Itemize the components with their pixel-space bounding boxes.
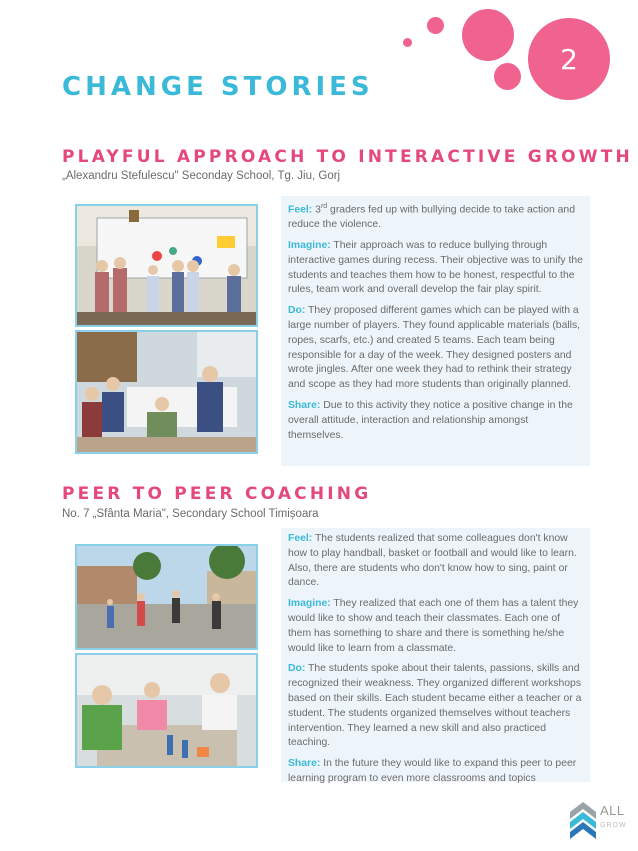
story-do [288,662,584,751]
story-imagine [288,597,584,656]
decorative-circle [462,9,514,61]
share-label: Share: [288,758,321,770]
feel-text: graders fed up with bullying decide to take action and reduce the violence. [288,204,575,231]
imagine-text: They realized that each one of them has a talent they would like to show and teach their classmates. Each one of them has something to share and there is something he/she would like to learn from a classmate. [288,598,579,654]
classroom-whiteboard-photo [75,204,258,327]
story-do [288,304,584,393]
section-subtitle-school: „Alexandru Stefulescu" Seconday School, Tg. Jiu, Gorj [62,170,341,182]
do-label: Do: [288,305,306,317]
workshop-photo [75,653,258,768]
story-share [288,757,584,787]
feel-text: The students realized that some colleagues don't know how to play handball, basket or football and would like to learn. Also, there are students who don't know how to sing, paint or dance. [288,533,577,589]
decorative-circle [427,17,444,34]
story-box-peer-coaching [281,528,590,782]
story-feel [288,200,584,233]
story-imagine [288,239,584,298]
feel-prefix: 3 [312,204,321,216]
do-text: They proposed different games which can be played with a large number of players. They found applicable materials (balls, ropes, scarfs, etc.) and created 5 teams. Each team being responsible for a day of the week. They designed posters and wrote jingles. After one week they had to rethink their strategy and scope as they had more students than originally planned. [288,305,581,391]
section-subtitle-school: No. 7 „Sfânta Maria", Secondary School Timișoara [62,508,319,520]
imagine-text: Their approach was to reduce bullying through interactive games during recess. Their objective was to unify the students and teaches them how to be honest, respectful to the rules, team work and overall develop the fair play spirit. [288,240,583,296]
imagine-label: Imagine: [288,240,331,252]
section-title-peer-coaching: PEER TO PEER COACHING [62,484,372,504]
students-at-tables-photo [75,330,258,454]
section-title-playful-approach: PLAYFUL APPROACH TO INTERACTIVE GROWTH [62,147,633,167]
logo-subtext: GROW [600,822,627,829]
share-text: Due to this activity they notice a positive change in the overall attitude, interaction and relationship amongst themselves. [288,400,573,441]
feel-superscript: rd [320,203,328,210]
feel-label: Feel: [288,204,313,216]
logo-name: ALL [600,803,625,818]
decorative-circle [494,63,521,90]
decorative-circle [403,38,412,47]
page-number: 2 [560,42,578,76]
share-label: Share: [288,400,321,412]
story-share [288,399,584,443]
do-label: Do: [288,663,306,675]
do-text: The students spoke about their talents, passions, skills and recognized their weakness. They organized different workshops based on their skills. Each student became either a teacher or a student. The students organized themselves without teachers intervention. They learned a new skill and also practiced teaching. [288,663,582,749]
share-text: In the future they would like to expand this peer to peer learning program to even more classrooms and topics [288,758,577,784]
feel-label: Feel: [288,533,313,544]
story-feel [288,532,584,591]
page-title: CHANGE STORIES [62,72,374,102]
story-box-playful-approach [281,196,590,466]
all-grow-logo [568,800,626,840]
chevron-up-logo-icon [568,800,598,840]
imagine-label: Imagine: [288,598,331,610]
schoolyard-photo [75,544,258,650]
